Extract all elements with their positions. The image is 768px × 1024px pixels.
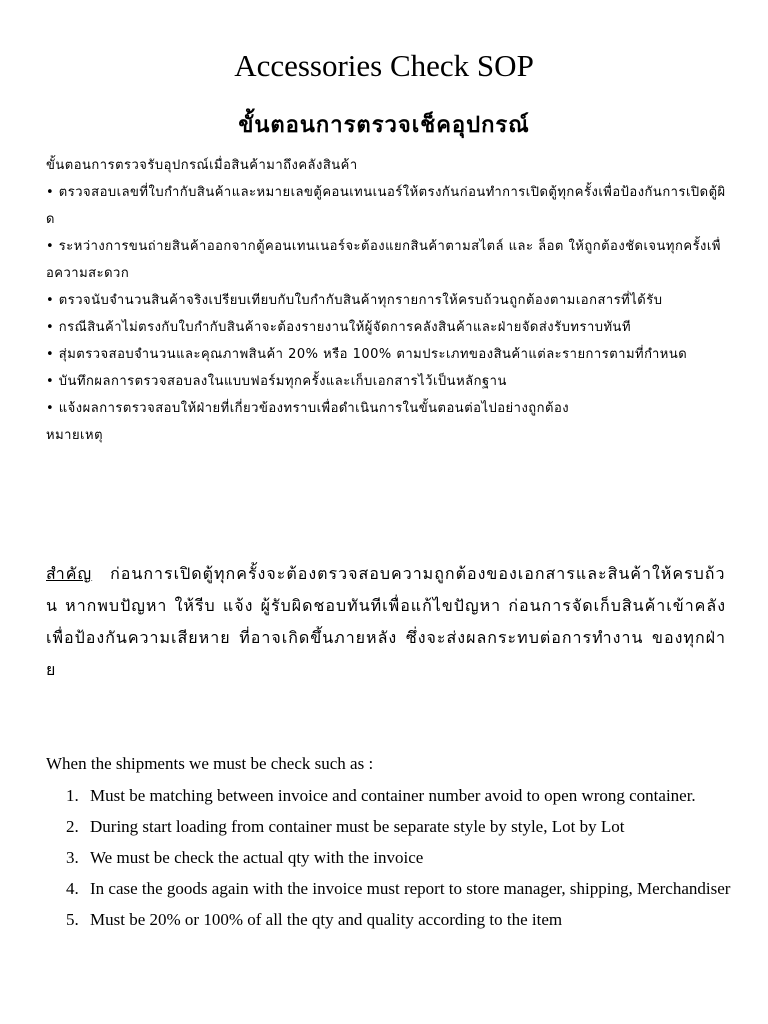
thai-paragraph: • ตรวจสอบเลขที่ใบกำกับสินค้าและหมายเลขตู้คอนเทนเนอร์ให้ตรงกันก่อนทำการเปิดตู้ทุกครั้งเพื่อป้องกันการเปิดตู้ผิด bbox=[46, 185, 726, 227]
list-item bbox=[46, 811, 736, 842]
english-intro: When the shipments we must be check such as : bbox=[46, 754, 374, 773]
list-item bbox=[46, 780, 736, 811]
thai-paragraph: ขั้นตอนการตรวจรับอุปกรณ์เมื่อสินค้ามาถึงคลังสินค้า bbox=[46, 158, 358, 173]
list-item-text: In case the goods again with the invoice must report to store manager, shipping, Merchandiser bbox=[90, 879, 731, 898]
list-item-number: 4. bbox=[66, 879, 79, 898]
thai-paragraph: • กรณีสินค้าไม่ตรงกับใบกำกับสินค้าจะต้องรายงานให้ผู้จัดการคลังสินค้าและฝ่ายจัดส่งรับทราบทันที bbox=[46, 320, 632, 335]
thai-paragraph: หมายเหตุ bbox=[46, 428, 104, 443]
list-item-number: 2. bbox=[66, 817, 79, 836]
thai-paragraph: • แจ้งผลการตรวจสอบให้ฝ่ายที่เกี่ยวข้องทราบเพื่อดำเนินการในขั้นตอนต่อไปอย่างถูกต้อง bbox=[46, 401, 570, 416]
thai-important-note bbox=[46, 558, 726, 686]
thai-note-lead: สำคัญ bbox=[46, 564, 93, 583]
list-item-number: 3. bbox=[66, 848, 79, 867]
list-item-number: 5. bbox=[66, 910, 79, 929]
document-subtitle-thai: ขั้นตอนการตรวจเช็คอุปกรณ์ bbox=[238, 113, 530, 138]
document-title: Accessories Check SOP bbox=[234, 48, 534, 83]
list-item-text: Must be matching between invoice and container number avoid to open wrong container. bbox=[90, 786, 696, 805]
list-item bbox=[46, 904, 736, 935]
list-item-text: Must be 20% or 100% of all the qty and quality according to the item bbox=[90, 910, 563, 929]
thai-paragraph: • ตรวจนับจำนวนสินค้าจริงเปรียบเทียบกับใบกำกับสินค้าทุกรายการให้ครบถ้วนถูกต้องตามเอกสารที่ได้รับ bbox=[46, 293, 663, 308]
english-checklist bbox=[46, 780, 736, 935]
list-item-number: 1. bbox=[66, 786, 79, 805]
thai-note-body: ก่อนการเปิดตู้ทุกครั้งจะต้องตรวจสอบความถูกต้องของเอกสารและสินค้าให้ครบถ้วน หากพบปัญหา ให้รีบ แจ้ง ผู้รับผิดชอบทันทีเพื่อแก้ไขปัญหา ก่อนการจัดเก็บสินค้าเข้าคลังเพื่อป้องกันความเสียหาย ที่อาจเกิดขึ้นภายหลัง ซึ่งจะส่งผลกระทบต่อการทำงาน ของทุกฝ่าย bbox=[46, 564, 726, 679]
list-item bbox=[46, 842, 736, 873]
list-item-text: During start loading from container must be separate style by style, Lot by Lot bbox=[90, 817, 625, 836]
thai-instructions bbox=[46, 152, 726, 449]
list-item-text: We must be check the actual qty with the invoice bbox=[90, 848, 424, 867]
thai-paragraph: • สุ่มตรวจสอบจำนวนและคุณภาพสินค้า 20% หรือ 100% ตามประเภทของสินค้าแต่ละรายการตามที่กำหนด bbox=[46, 347, 688, 362]
thai-paragraph: • บันทึกผลการตรวจสอบลงในแบบฟอร์มทุกครั้งและเก็บเอกสารไว้เป็นหลักฐาน bbox=[46, 374, 507, 389]
list-item bbox=[46, 873, 736, 904]
thai-paragraph: • ระหว่างการขนถ่ายสินค้าออกจากตู้คอนเทนเนอร์จะต้องแยกสินค้าตามสไตล์ และ ล็อต ให้ถูกต้องชัดเจนทุกครั้งเพื่อความสะดวก bbox=[46, 239, 721, 281]
